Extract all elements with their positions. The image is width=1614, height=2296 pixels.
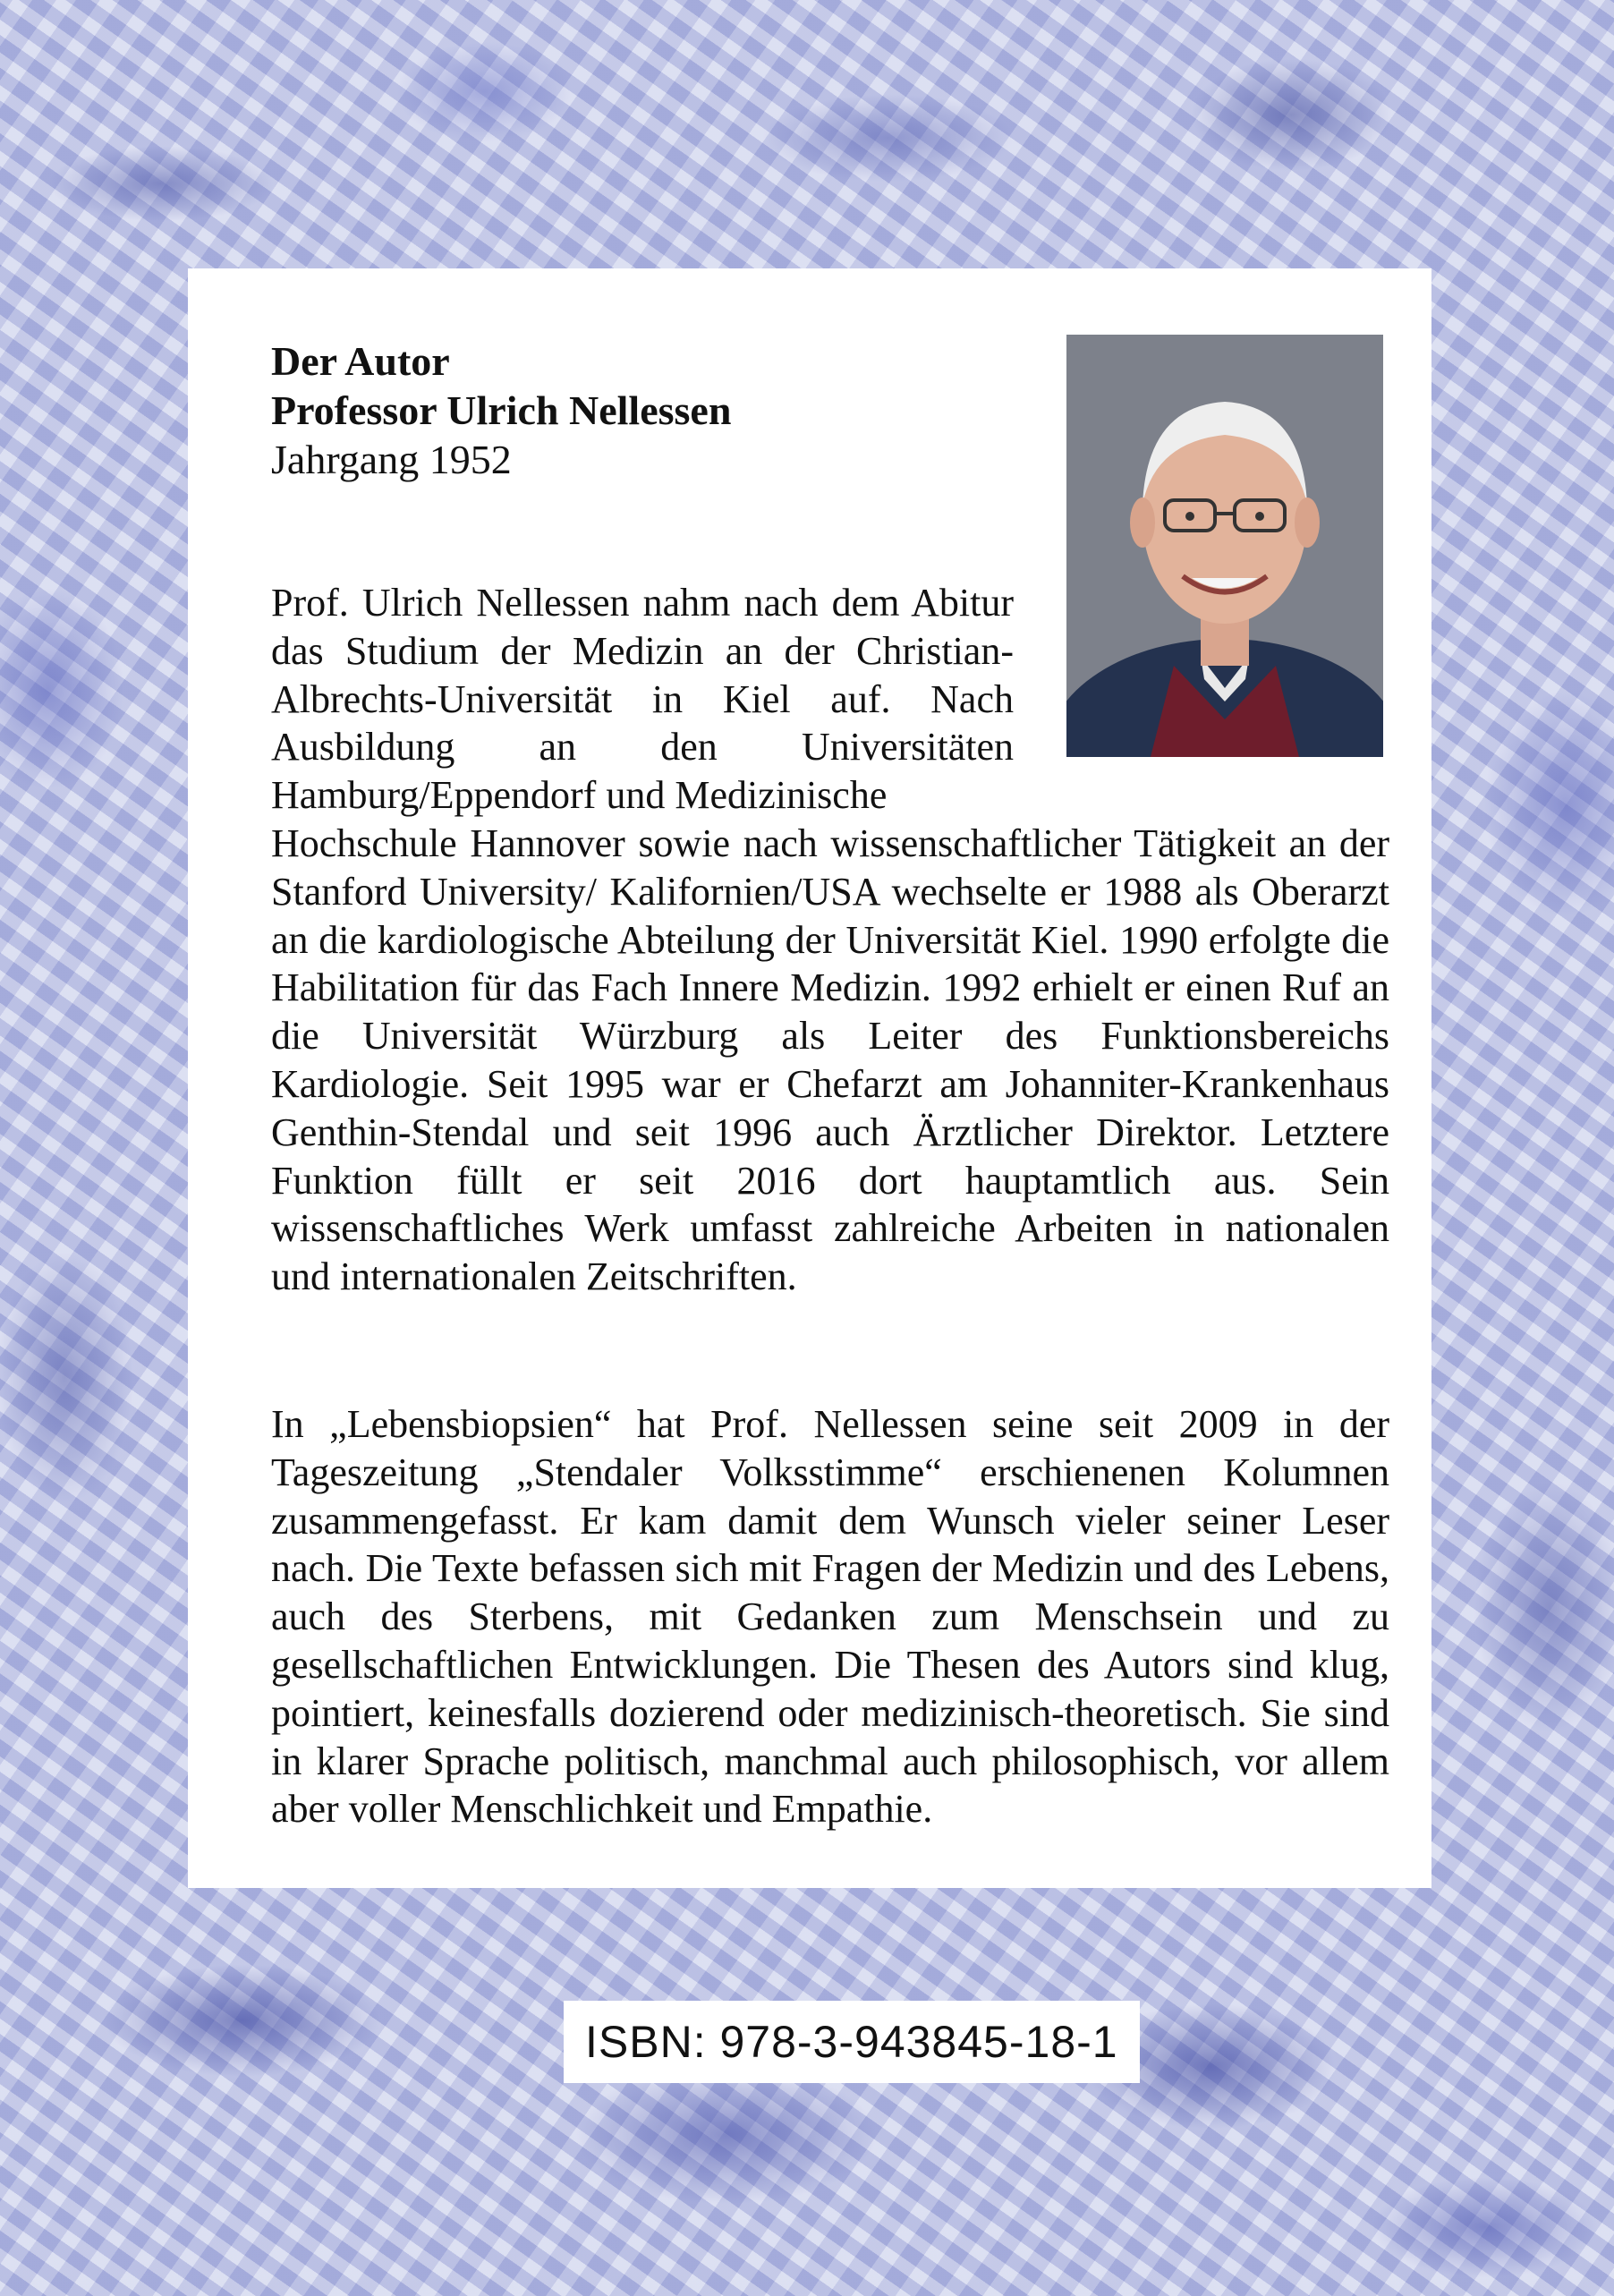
author-birth-year: Jahrgang 1952 [271,437,512,482]
author-name: Professor Ulrich Nellessen [271,387,732,433]
biography-paragraph-1-wide-part: Hochschule Hannover sowie nach wissenschaftlicher Tätigkeit an der Stanford University/ Kalifornien/USA wechselte er 1988 als Oberarzt an die kardiologische Abteilung der Universität Kiel. 1990 erfolgte die Habilitation für das Fach Innere Medizin. 1992 erhielt er einen Ruf an die Universität Würzburg als Leiter des Funktionsbereichs Kardiologie. Seit 1995 war er Chefarzt am Johanniter-Krankenhaus Genthin-Stendal und seit 1996 auch Ärztlicher Direktor. Letztere Funktion füllt er seit 2016 dort hauptamtlich aus. Sein wissenschaftliches Werk umfasst zahlreiche Arbeiten in nationalen und internationalen Zeitschriften. [271,821,1389,1299]
biography-paragraph-1 [271,579,1389,1301]
biography-paragraph-2: In „Lebensbiopsien“ hat Prof. Nellessen seine seit 2009 in der Tageszeitung „Stendaler Volksstimme“ erschienenen Kolumnen zusammengefasst. Er kam damit dem Wunsch vieler seiner Leser nach. Die Texte befassen sich mit Fragen der Medizin und des Lebens, auch des Sterbens, mit Gedanken zum Menschsein und zu gesellschaftlichen Entwicklungen. Die Thesen des Autors sind klug, pointiert, keinesfalls dozierend oder medizinisch-theoretisch. Sie sind in klarer Sprache politisch, manchmal auch philosophisch, vor allem aber voller Menschlichkeit und Empathie. [271,1402,1389,1832]
biography-paragraph-1-narrow-part: Prof. Ulrich Nellessen nahm nach dem Abitur das Studium der Medizin an der Christian-Albrechts-Universität in Kiel auf. Nach Ausbildung an den Universitäten Hamburg/Eppendorf und Medizinische [271,581,1014,818]
author-header [271,336,731,484]
isbn-label: ISBN: 978-3-943845-18-1 [564,2001,1140,2083]
section-label: Der Autor [271,338,450,384]
